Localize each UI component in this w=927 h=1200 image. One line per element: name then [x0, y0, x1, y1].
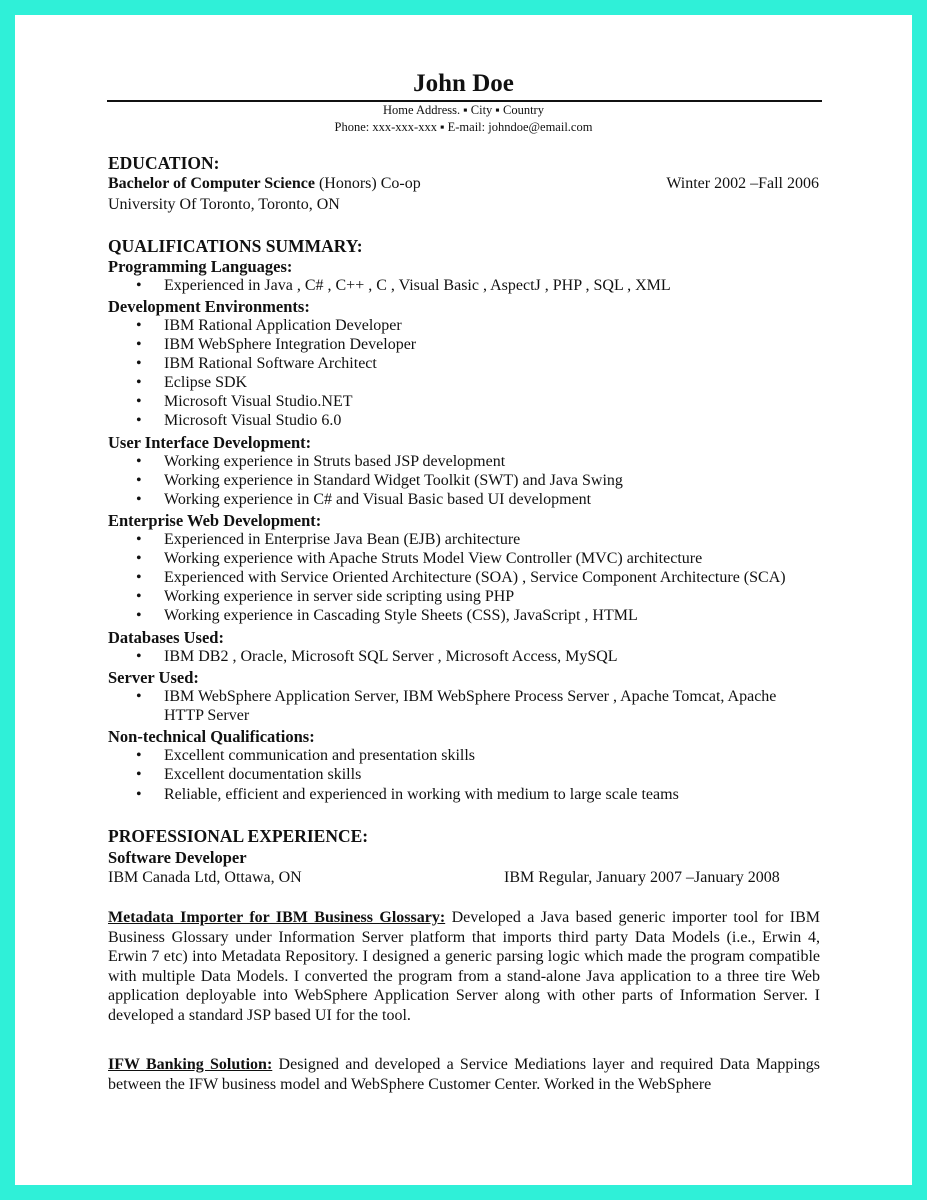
bullet: •: [136, 491, 142, 508]
group-title: Development Environments:: [108, 297, 310, 316]
list-item: Excellent communication and presentation skills: [164, 747, 476, 764]
bullet: •: [136, 607, 142, 624]
list-item: Excellent documentation skills: [164, 766, 362, 783]
group-title: Non-technical Qualifications:: [108, 727, 315, 746]
group-title: Enterprise Web Development:: [108, 511, 322, 530]
education-degree-note: (Honors) Co-op: [314, 175, 421, 192]
list-item: Microsoft Visual Studio 6.0: [164, 412, 342, 429]
bullet: •: [136, 648, 142, 665]
bullet: •: [136, 453, 142, 470]
list-item: Experienced with Service Oriented Architecture (SOA) , Service Component Architecture (SCA): [164, 569, 786, 586]
bullet: •: [136, 472, 142, 489]
bullet: •: [136, 355, 142, 372]
bullet: •: [136, 393, 142, 410]
list-item: Working experience in Standard Widget Toolkit (SWT) and Java Swing: [164, 472, 623, 489]
qualifications-heading: QUALIFICATIONS SUMMARY:: [108, 236, 363, 256]
group-title: Programming Languages:: [108, 257, 293, 276]
project-title: Metadata Importer for IBM Business Glossary:: [108, 909, 446, 926]
list-item: Working experience in server side scripting using PHP: [164, 588, 515, 605]
experience-company: IBM Canada Ltd, Ottawa, ON: [108, 869, 302, 886]
list-item: IBM DB2 , Oracle, Microsoft SQL Server , Microsoft Access, MySQL: [164, 648, 618, 665]
experience-role: Software Developer: [108, 848, 247, 867]
education-school: University Of Toronto, Toronto, ON: [108, 196, 340, 213]
bullet: •: [136, 747, 142, 764]
education-dates: Winter 2002 –Fall 2006: [666, 175, 819, 192]
list-item: Experienced in Java , C# , C++ , C , Visual Basic , AspectJ , PHP , SQL , XML: [164, 277, 671, 294]
bullet: •: [136, 336, 142, 353]
resume-name: John Doe: [413, 70, 514, 97]
list-item: Experienced in Enterprise Java Bean (EJB) architecture: [164, 531, 521, 548]
bullet: •: [136, 588, 142, 605]
list-item-continuation: HTTP Server: [164, 707, 250, 724]
bullet: •: [136, 531, 142, 548]
list-item: Working experience in C# and Visual Basic based UI development: [164, 491, 592, 508]
education-degree: Bachelor of Computer Science: [108, 175, 315, 192]
education-degree-line: [108, 175, 421, 193]
address-line: Home Address. ▪ City ▪ Country: [383, 103, 544, 117]
bullet: •: [136, 550, 142, 567]
bullet: •: [136, 766, 142, 783]
list-item: Working experience with Apache Struts Model View Controller (MVC) architecture: [164, 550, 703, 567]
project-text: Developed a Java based generic importer tool for IBM Business Glossary under Information Server platform that imports third party Data Models (i.e., Erwin 4, Erwin 7 etc) into Metadata Repository. I designed a generic parsing logic which made the program compatible with multiple Data Models. I converted the program from a stand-alone Java application to a three tire Web application deployable into WebSphere Application Server along with other parts of Information Server. I developed a standard JSP based UI for the tool.: [108, 909, 820, 1024]
group-title: Databases Used:: [108, 628, 224, 647]
group-title: User Interface Development:: [108, 433, 312, 452]
header-divider: [107, 100, 822, 102]
bullet: •: [136, 688, 142, 705]
project-paragraph: [108, 908, 820, 1026]
project-paragraph: [108, 1055, 820, 1094]
bullet: •: [136, 277, 142, 294]
list-item: IBM WebSphere Application Server, IBM WebSphere Process Server , Apache Tomcat, Apache: [164, 688, 777, 705]
bullet: •: [136, 374, 142, 391]
bullet: •: [136, 412, 142, 429]
project-text: Designed and developed a Service Mediations layer and required Data Mappings between the IFW business model and WebSphere Customer Center. Worked in the WebSphere: [108, 1056, 821, 1093]
list-item: Reliable, efficient and experienced in working with medium to large scale teams: [164, 786, 679, 803]
list-item: Eclipse SDK: [164, 374, 248, 391]
experience-term: IBM Regular, January 2007 –January 2008: [504, 869, 780, 886]
list-item: Microsoft Visual Studio.NET: [164, 393, 353, 410]
list-item: IBM Rational Software Architect: [164, 355, 377, 372]
list-item: Working experience in Cascading Style Sheets (CSS), JavaScript , HTML: [164, 607, 638, 624]
list-item: Working experience in Struts based JSP development: [164, 453, 506, 470]
list-item: IBM Rational Application Developer: [164, 317, 402, 334]
group-title: Server Used:: [108, 668, 199, 687]
bullet: •: [136, 786, 142, 803]
experience-heading: PROFESSIONAL EXPERIENCE:: [108, 826, 369, 846]
list-item: IBM WebSphere Integration Developer: [164, 336, 417, 353]
bullet: •: [136, 317, 142, 334]
bullet: •: [136, 569, 142, 586]
project-title: IFW Banking Solution:: [108, 1056, 273, 1073]
education-heading: EDUCATION:: [108, 153, 220, 173]
contact-line: Phone: xxx-xxx-xxx ▪ E-mail: johndoe@email.com: [334, 120, 593, 134]
